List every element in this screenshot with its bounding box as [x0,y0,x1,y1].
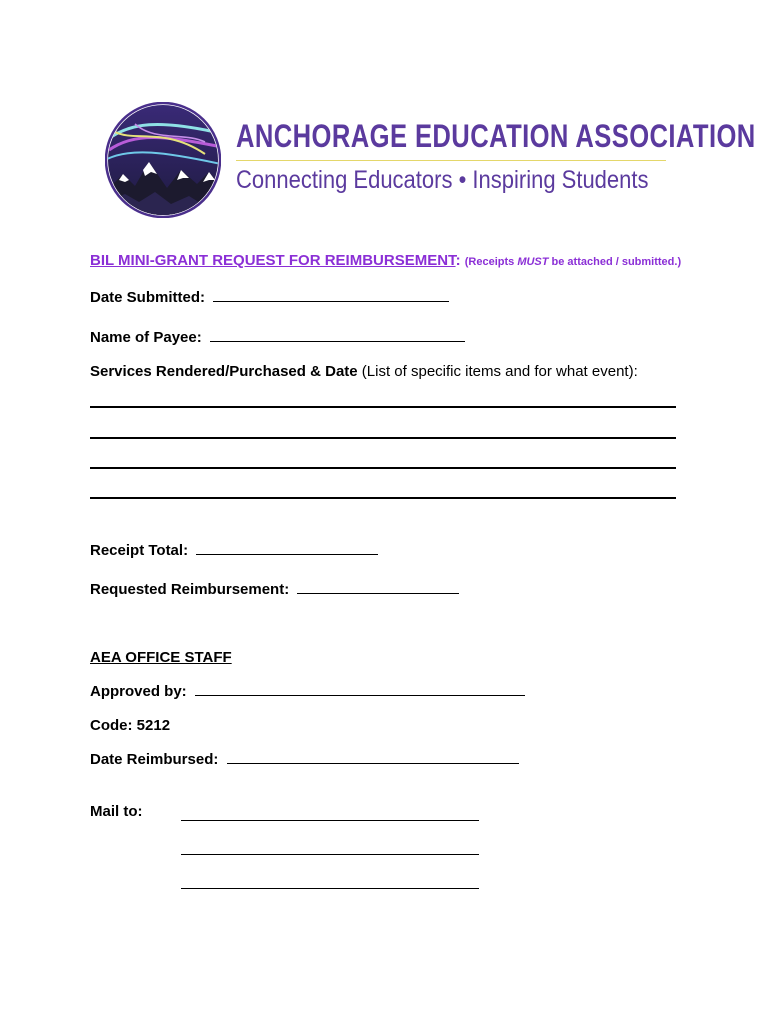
approved-by-field[interactable] [195,683,525,696]
form-title-row: BIL MINI-GRANT REQUEST FOR REIMBURSEMENT: (Receipts MUST be attached / submitted.) [90,252,682,269]
code-text: Code: 5212 [90,717,171,734]
date-reimbursed-field[interactable] [227,751,519,764]
requested-reimbursement-row [90,581,459,598]
mail-to-line-1[interactable] [181,820,479,821]
services-label: Services Rendered/Purchased & Date [90,363,358,380]
mail-to-label: Mail to: [90,803,143,820]
receipt-total-label: Receipt Total: [90,542,189,559]
office-staff-heading: AEA OFFICE STAFF [90,649,232,666]
receipt-total-field[interactable] [196,542,378,555]
services-line-1[interactable] [90,406,676,408]
approved-by-row [90,683,525,700]
mail-to-line-3[interactable] [181,888,479,889]
services-hint: (List of specific items and for what event): [361,363,638,380]
requested-reimbursement-field[interactable] [297,581,459,594]
services-row [90,363,638,380]
requested-reimbursement-label: Requested Reimbursement: [90,581,290,598]
services-line-2[interactable] [90,437,676,439]
org-tagline: Connecting Educators • Inspiring Students [236,166,649,194]
mountains-aurora-logo-icon [105,102,221,218]
payee-label: Name of Payee: [90,329,202,346]
payee-field[interactable] [210,329,465,342]
approved-by-label: Approved by: [90,683,187,700]
receipts-note: (Receipts MUST be attached / submitted.) [464,256,682,268]
mail-to-line-2[interactable] [181,854,479,855]
date-submitted-label: Date Submitted: [90,289,206,306]
form-title: BIL MINI-GRANT REQUEST FOR REIMBURSEMENT [90,252,456,269]
services-line-4[interactable] [90,497,676,499]
payee-row [90,329,465,346]
org-name: ANCHORAGE EDUCATION ASSOCIATION [236,118,756,154]
receipt-total-row [90,542,378,559]
date-submitted-row [90,289,449,306]
header-divider [236,160,666,161]
date-submitted-field[interactable] [213,289,449,302]
date-reimbursed-row [90,751,519,768]
services-line-3[interactable] [90,467,676,469]
date-reimbursed-label: Date Reimbursed: [90,751,219,768]
